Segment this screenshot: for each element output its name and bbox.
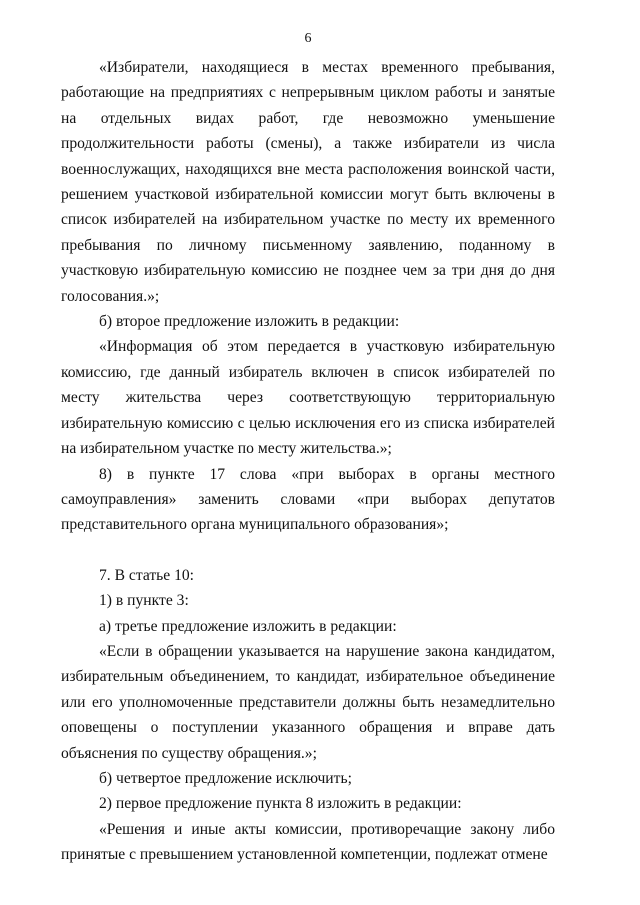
paragraph-quote-appeal: «Если в обращении указывается на нарушение закона кандидатом, избирательным объединением, то кандидат, избирательное объединение или его уполномоченные представители должны быть незамедлительно оповещены о поступлении указанного обращения и вправе дать объяснения по существу обращения.»;: [61, 642, 555, 762]
page-number: 6: [304, 31, 312, 46]
paragraph-quote-voters-temporary-stay: «Избиратели, находящиеся в местах временного пребывания, работающие на предприятиях с непрерывным циклом работы и занятые на отдельных видах работ, где невозможно уменьшение продолжительности работы (смены), а также избиратели из числа военнослужащих, находящихся вне места расположения воинской части, решением участковой избирательной комиссии могут быть включены в список избирателей на избирательном участке по месту их временного пребывания по личному письменному заявлению, поданному в участковую избирательную комиссию не позднее чем за три дня до дня голосования.»;: [61, 59, 555, 305]
paragraph-article-10: 7. В статье 10:: [99, 566, 195, 584]
paragraph-item-8: 8) в пункте 17 слова «при выборах в органы местного самоуправления» заменить словами «при выборах депутатов представительного органа муниципального образования»;: [61, 465, 555, 534]
paragraph-quote-decisions: «Решения и иные акты комиссии, противоречащие закону либо принятые с превышением установленной компетенции, подлежат отмене: [61, 820, 555, 864]
document-body: [61, 55, 555, 868]
paragraph-item-1: 1) в пункте 3:: [99, 592, 189, 610]
paragraph-second-sentence-heading: б) второе предложение изложить в редакции:: [99, 313, 400, 331]
paragraph-third-sentence-heading: а) третье предложение изложить в редакции:: [99, 617, 397, 635]
paragraph-quote-information: «Информация об этом передается в участковую избирательную комиссию, где данный избиратель включен в список избирателей по месту жительства через соответствующую территориальную избирательную комиссию с целью исключения его из списка избирателей на избирательном участке по месту жительства.»;: [61, 338, 555, 458]
paragraph-fourth-sentence-exclude: б) четвертое предложение исключить;: [99, 769, 352, 787]
paragraph-item-2: 2) первое предложение пункта 8 изложить в редакции:: [99, 795, 462, 813]
